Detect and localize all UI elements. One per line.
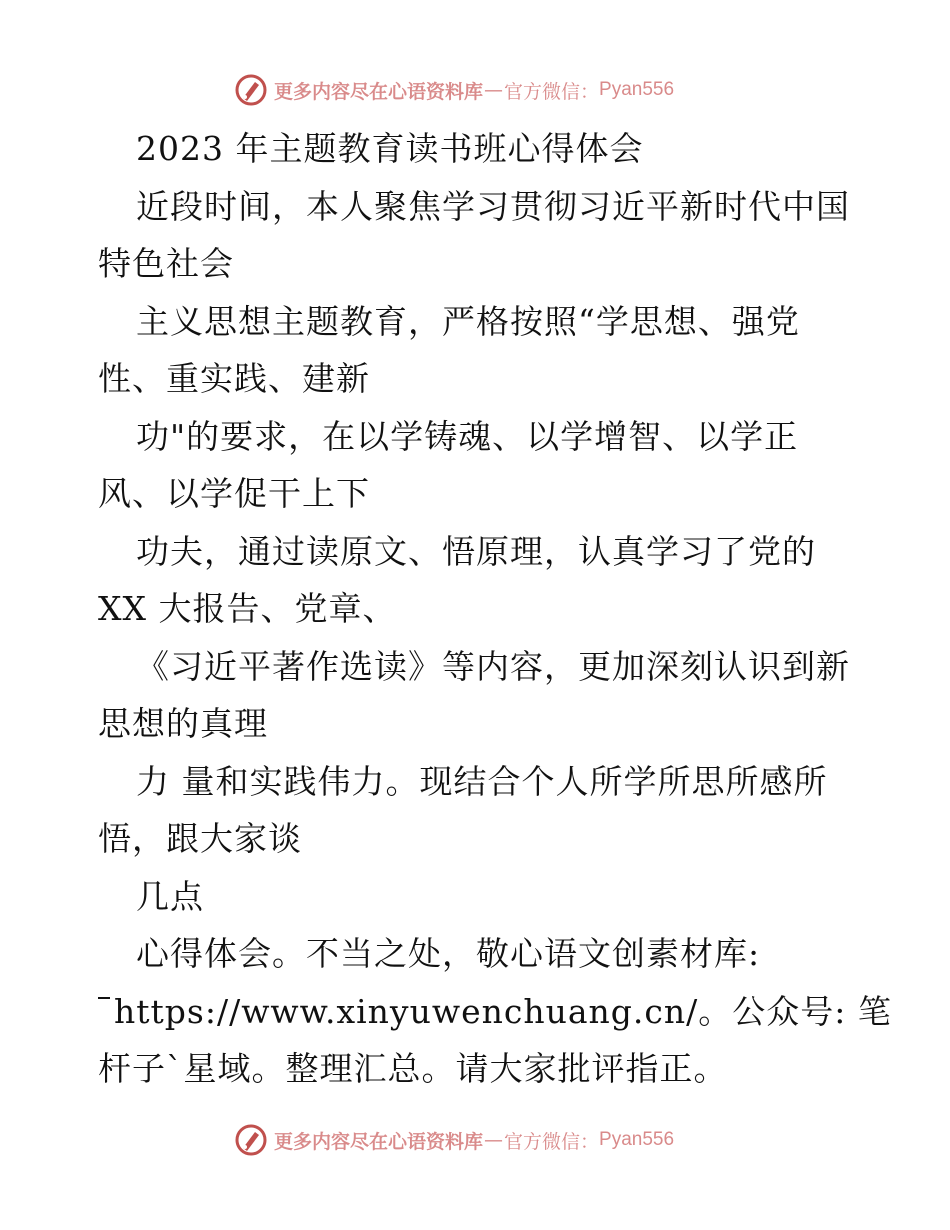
watermark-wechat-label: 官方微信： [504,1130,600,1153]
paragraph-line: XX 大报告、党章、 [98,589,397,628]
watermark-separator: — [484,79,504,101]
paragraph-line: 心得体会。不当之处，敬心语文创素材库: [136,934,761,973]
watermark-separator: — [484,1129,504,1151]
paragraph-line: 悟，跟大家谈 [98,819,302,858]
paragraph-line: 力 量和实践伟力。现结合个人所学所思所感所 [136,761,828,801]
paragraph-line: 功"的要求，在以学铸魂、以学增智、以学正 [136,416,799,456]
pen-logo-icon [234,73,268,107]
paragraph-line: 思想的真理 [98,704,268,743]
watermark-wechat-id: Pyan556 [599,1129,675,1150]
watermark-wechat-id: Pyan556 [599,79,675,100]
paragraph-line: 特色社会 [98,244,234,283]
paragraph-line: 《习近平著作选读》等内容，更加深刻认识到新 [136,646,850,686]
pen-logo-icon [234,1123,268,1157]
watermark-banner-bottom [234,1120,674,1160]
document-title: 2023 年主题教育读书班心得体会 [136,129,644,168]
paragraph-line: 主义思想主题教育，严格按照“学思想、强党 [136,301,800,341]
watermark-site-text: 更多内容尽在心语资料库 [274,80,484,103]
paragraph-line: 功夫，通过读原文、悟原理，认真学习了党的 [136,531,816,571]
paragraph-line: 近段时间，本人聚焦学习贯彻习近平新时代中国 [136,186,850,226]
url-line: https://www.xinyuwenchuang.cn/。公众号: 笔 [98,983,888,1041]
watermark-banner-top [234,70,674,110]
paragraph-line: 几点 [136,876,204,916]
paragraph-line: 性、重实践、建新 [98,359,370,398]
paragraph-line: 风、以学促干上下 [98,474,370,513]
watermark-wechat-label: 官方微信： [504,80,600,103]
document-body [98,120,892,1098]
watermark-site-text: 更多内容尽在心语资料库 [274,1130,484,1153]
paragraph-line: 杆子`星域。整理汇总。请大家批评指正。 [98,1049,728,1088]
